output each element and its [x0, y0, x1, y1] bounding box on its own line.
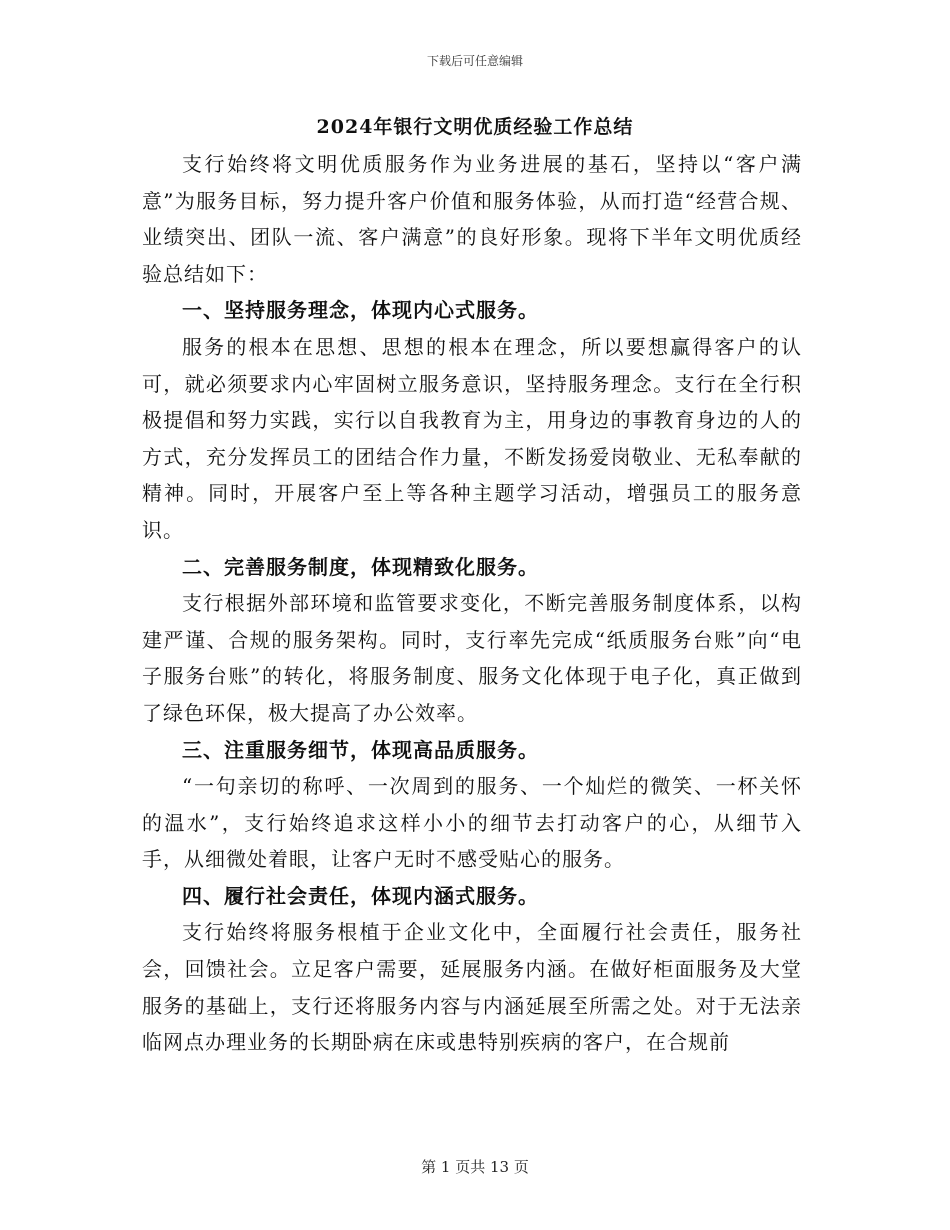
section-4-paragraph: 支行始终将服务根植于企业文化中，全面履行社会责任，服务社会，回馈社会。立足客户需要，延展服务内涵。在做好柜面服务及大堂服务的基础上，支行还将服务内容与内涵延展至所需之处。对于无法亲临网点办理业务的长期卧病在床或患特别疾病的客户，在合规前 [142, 920, 802, 1055]
section-2-paragraph: 支行根据外部环境和监管要求变化，不断完善服务制度体系，以构建严谨、合规的服务架构。同时，支行率先完成“纸质服务台账”向“电子服务台账”的转化，将服务制度、服务文化体现于电子化，真正做到了绿色环保，极大提高了办公效率。 [142, 591, 802, 725]
section-3-paragraph: “一句亲切的称呼、一次周到的服务、一个灿烂的微笑、一杯关怀的温水”，支行始终追求这样小小的细节去打动客户的心，从细节入手，从细微处着眼，让客户无时不感受贴心的服务。 [142, 774, 802, 872]
section-heading-3: 三、注重服务细节，体现高品质服务。 [182, 737, 539, 762]
document-title: 2024年银行文明优质经验工作总结 [316, 116, 634, 138]
section-heading-4: 四、履行社会责任，体现内涵式服务。 [182, 883, 539, 908]
document-body [142, 146, 802, 1061]
section-1-paragraph: 服务的根本在思想、思想的根本在理念，所以要想赢得客户的认可，就必须要求内心牢固树立服务意识，坚持服务理念。支行在全行积极提倡和努力实践，实行以自我教育为主，用身边的事教育身边的人的方式，充分发挥员工的团结合作力量，不断发扬爱岗敬业、无私奉献的精神。同时，开展客户至上等各种主题学习活动，增强员工的服务意识。 [142, 334, 802, 542]
intro-paragraph: 支行始终将文明优质服务作为业务进展的基石，坚持以“客户满意”为服务目标，努力提升客户价值和服务体验，从而打造“经营合规、业绩突出、团队一流、客户满意”的良好形象。现将下半年文明优质经验总结如下： [142, 152, 802, 286]
section-heading-1: 一、坚持服务理念，体现内心式服务。 [182, 298, 539, 323]
page-header-note: 下载后可任意编辑 [426, 54, 523, 68]
section-heading-2: 二、完善服务制度，体现精致化服务。 [182, 554, 539, 579]
page-number-footer: 第 1 页共 13 页 [421, 1158, 529, 1176]
